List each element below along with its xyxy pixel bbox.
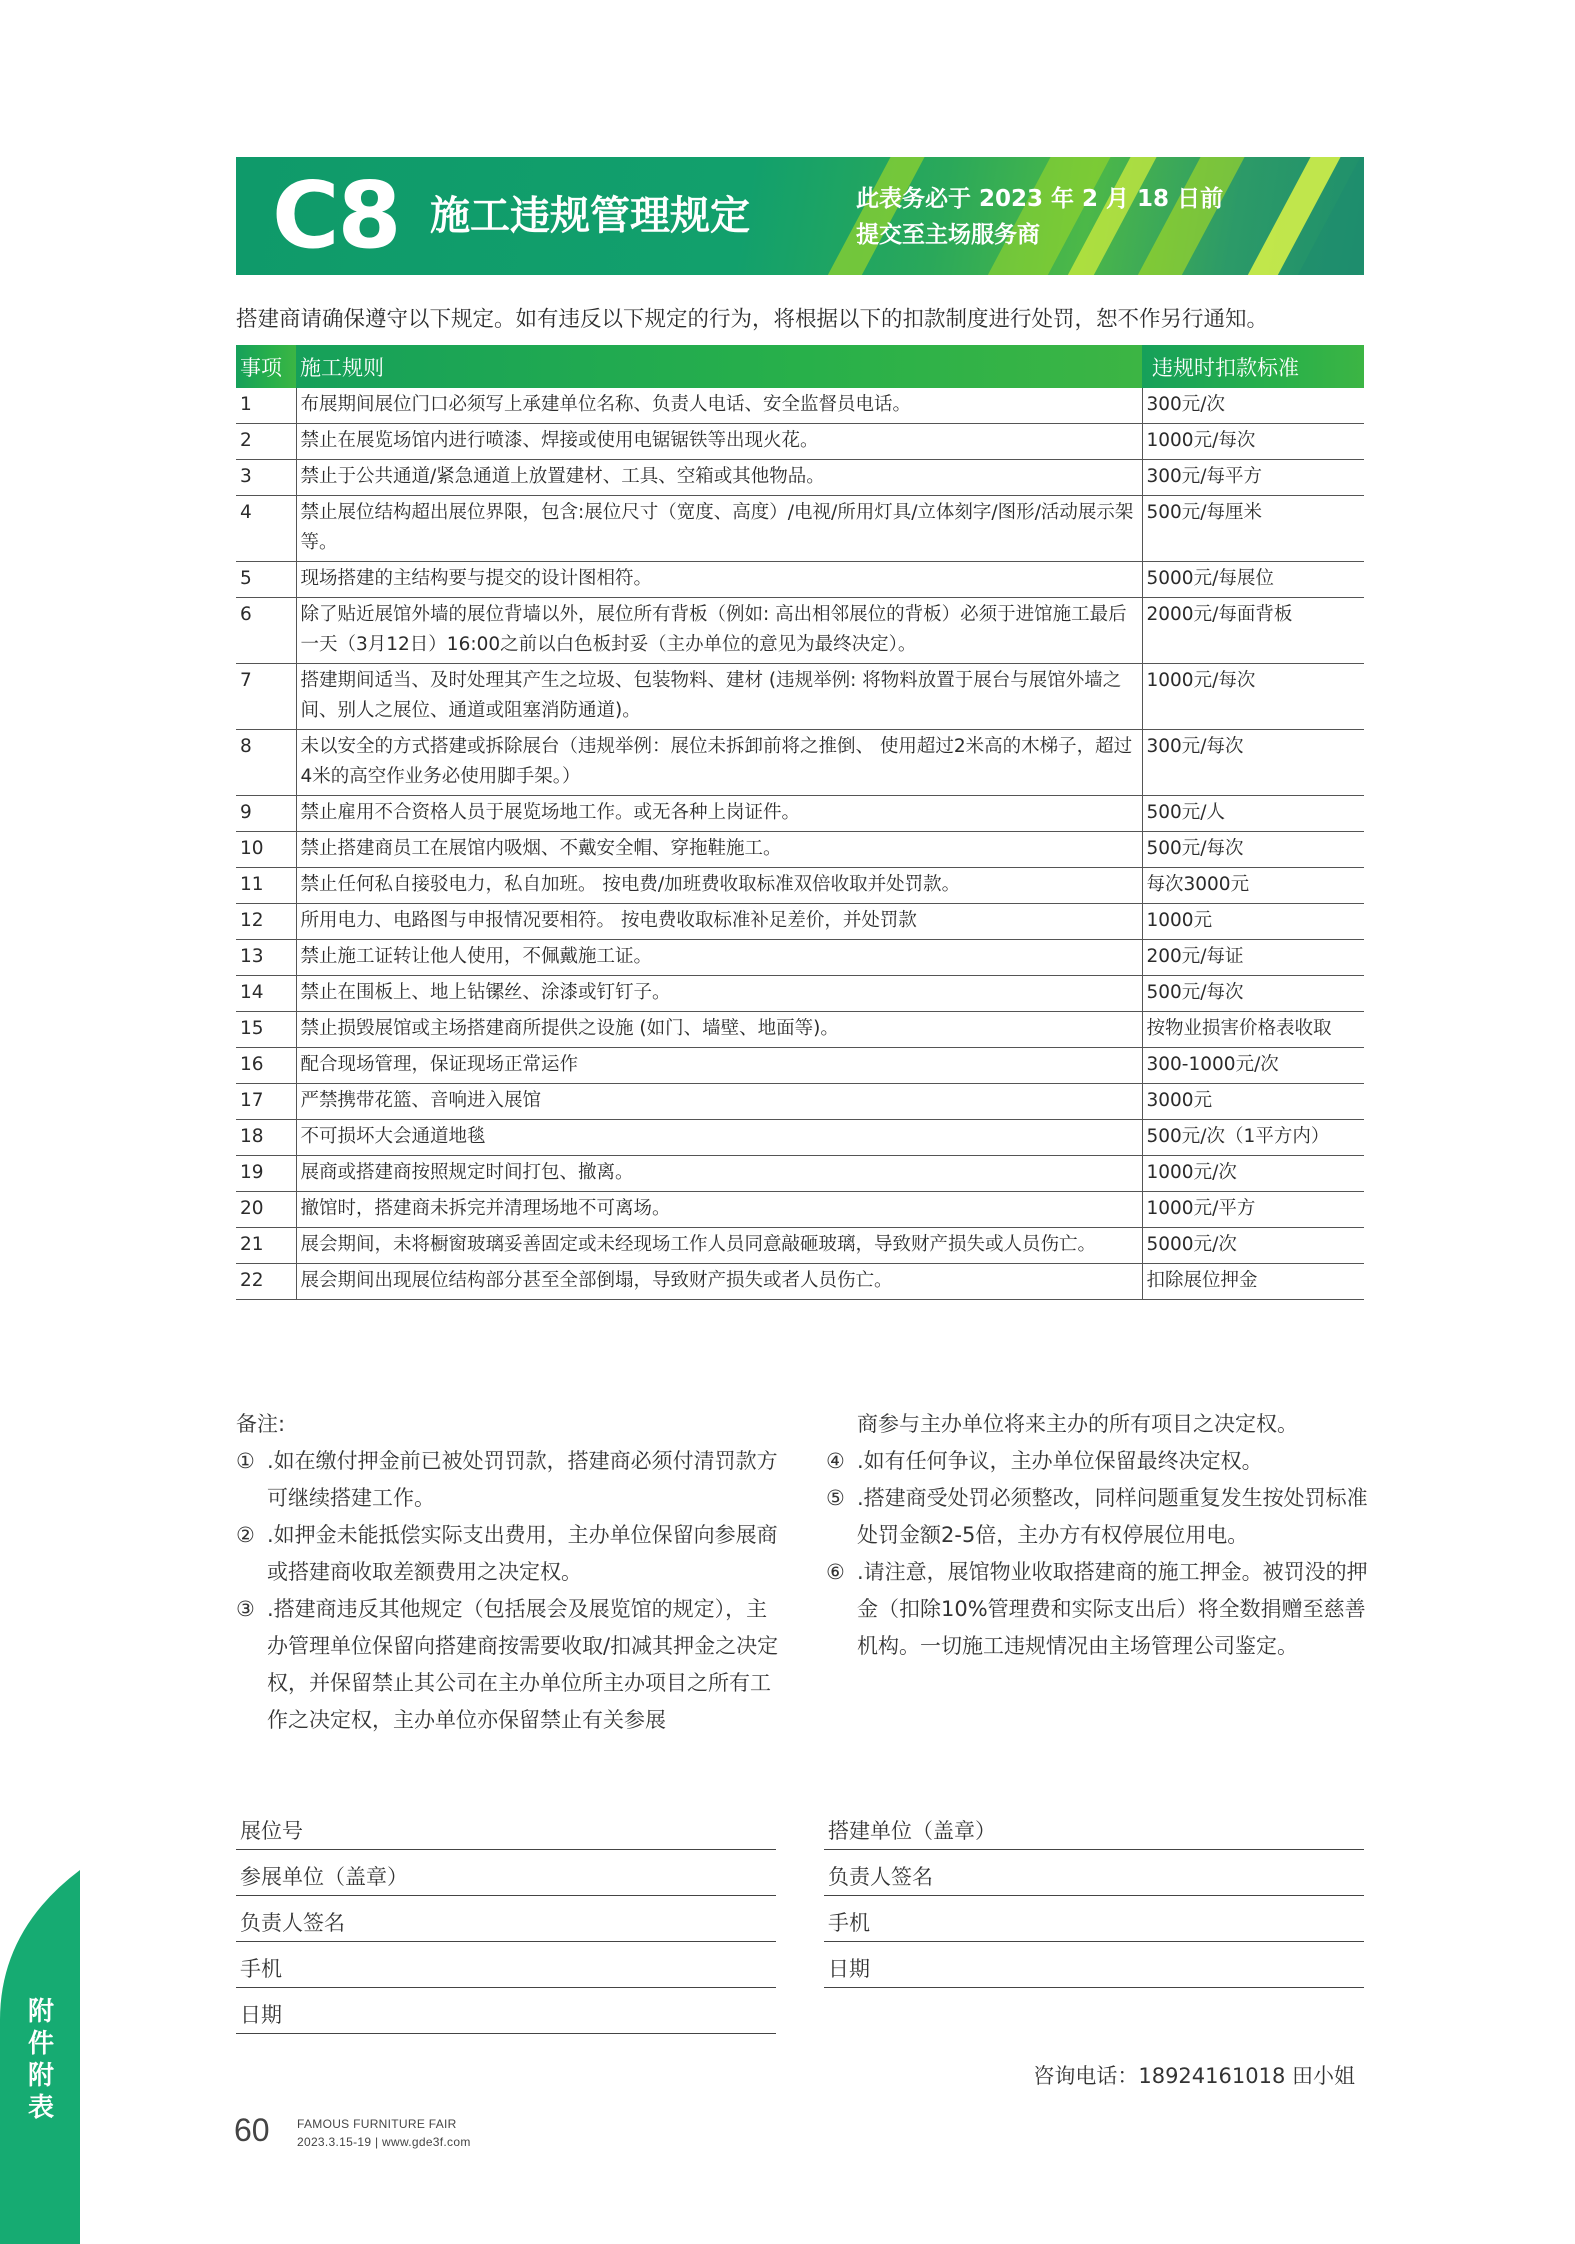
field-label: 日期 <box>240 2003 282 2027</box>
table-row <box>236 664 1364 730</box>
note-text: .搭建商违反其他规定（包括展会及展览馆的规定），主办管理单位保留向搭建商按需要收取/扣减其押金之决定权，并保留禁止其公司在主办单位所主办项目之所有工作之决定权，主办单位亦保留禁止有关参展 <box>267 1597 779 1732</box>
field-label: 负责人签名 <box>240 1911 345 1935</box>
row-number: 19 <box>236 1156 296 1192</box>
header-fine: 违规时扣款标准 <box>1142 345 1364 388</box>
row-number: 4 <box>236 496 296 562</box>
row-fine: 1000元/平方 <box>1142 1192 1364 1228</box>
exhibitor-seal-field[interactable] <box>236 1850 776 1896</box>
row-fine: 每次3000元 <box>1142 868 1364 904</box>
builder-seal-field[interactable] <box>824 1804 1364 1850</box>
row-fine: 5000元/次 <box>1142 1228 1364 1264</box>
note-item <box>236 1443 784 1517</box>
row-rule: 布展期间展位门口必须写上承建单位名称、负责人电话、安全监督员电话。 <box>296 388 1142 424</box>
row-rule: 禁止搭建商员工在展馆内吸烟、不戴安全帽、穿拖鞋施工。 <box>296 832 1142 868</box>
header-rule: 施工规则 <box>296 345 1142 388</box>
table-row <box>236 904 1364 940</box>
deadline-line-2: 提交至主场服务商 <box>856 222 1040 248</box>
table-row <box>236 1192 1364 1228</box>
row-number: 10 <box>236 832 296 868</box>
exhibitor-phone-field[interactable] <box>236 1942 776 1988</box>
side-tab-label: 附件附表 <box>27 1997 54 2123</box>
booth-number-field[interactable] <box>236 1804 776 1850</box>
row-rule: 搭建期间适当、及时处理其产生之垃圾、包装物料、建材 (违规举例: 将物料放置于展台与展馆外墙之间、别人之展位、通道或阻塞消防通道)。 <box>296 664 1142 730</box>
note-number: ④ <box>826 1449 845 1473</box>
row-number: 5 <box>236 562 296 598</box>
row-fine: 500元/每厘米 <box>1142 496 1364 562</box>
fair-info <box>297 2115 471 2151</box>
table-row <box>236 976 1364 1012</box>
note-text: 商参与主办单位将来主办的所有项目之决定权。 <box>857 1412 1298 1436</box>
field-label: 参展单位（盖章） <box>240 1865 408 1889</box>
row-rule: 现场搭建的主结构要与提交的设计图相符。 <box>296 562 1142 598</box>
row-fine: 500元/每次 <box>1142 832 1364 868</box>
fair-date-url: 2023.3.15-19 | www.gde3f.com <box>297 2135 471 2149</box>
table-row <box>236 1084 1364 1120</box>
table-row <box>236 1264 1364 1300</box>
exhibitor-date-field[interactable] <box>236 1988 776 2034</box>
row-number: 7 <box>236 664 296 730</box>
note-number: ① <box>236 1449 255 1473</box>
note-continuation <box>826 1406 1374 1443</box>
row-number: 8 <box>236 730 296 796</box>
row-rule: 所用电力、电路图与申报情况要相符。 按电费收取标准补足差价，并处罚款 <box>296 904 1142 940</box>
table-row <box>236 598 1364 664</box>
note-item <box>826 1480 1374 1554</box>
row-fine: 扣除展位押金 <box>1142 1264 1364 1300</box>
table-row <box>236 388 1364 424</box>
header-item: 事项 <box>236 345 296 388</box>
row-fine: 3000元 <box>1142 1084 1364 1120</box>
table-row <box>236 1120 1364 1156</box>
contact-phone: 咨询电话：18924161018 田小姐 <box>1033 2064 1355 2088</box>
notes-right <box>826 1406 1374 1665</box>
field-label: 手机 <box>240 1957 282 1981</box>
note-item <box>236 1591 784 1739</box>
table-row <box>236 1156 1364 1192</box>
row-fine: 1000元/每次 <box>1142 664 1364 730</box>
row-rule: 禁止在展览场馆内进行喷漆、焊接或使用电锯锯铁等出现火花。 <box>296 424 1142 460</box>
row-number: 16 <box>236 1048 296 1084</box>
row-number: 15 <box>236 1012 296 1048</box>
header-banner <box>236 157 1364 275</box>
table-row <box>236 940 1364 976</box>
row-number: 1 <box>236 388 296 424</box>
row-rule: 配合现场管理，保证现场正常运作 <box>296 1048 1142 1084</box>
row-fine: 500元/人 <box>1142 796 1364 832</box>
table-row <box>236 1228 1364 1264</box>
intro-text: 搭建商请确保遵守以下规定。如有违反以下规定的行为，将根据以下的扣款制度进行处罚，恕不作另行通知。 <box>236 307 1269 332</box>
row-fine: 1000元 <box>1142 904 1364 940</box>
fair-name: FAMOUS FURNITURE FAIR <box>297 2117 457 2131</box>
row-fine: 1000元/每次 <box>1142 424 1364 460</box>
page-title: 施工违规管理规定 <box>430 193 750 239</box>
row-number: 11 <box>236 868 296 904</box>
row-rule: 展会期间出现展位结构部分甚至全部倒塌，导致财产损失或者人员伤亡。 <box>296 1264 1142 1300</box>
note-number: ② <box>236 1523 255 1547</box>
row-fine: 按物业损害价格表收取 <box>1142 1012 1364 1048</box>
table-row <box>236 496 1364 562</box>
note-text: .如押金未能抵偿实际支出费用，主办单位保留向参展商或搭建商收取差额费用之决定权。 <box>267 1523 778 1584</box>
exhibitor-signature-field[interactable] <box>236 1896 776 1942</box>
note-number: ③ <box>236 1597 255 1621</box>
note-number: ⑥ <box>826 1560 845 1584</box>
row-fine: 300元/次 <box>1142 388 1364 424</box>
deadline-note <box>856 181 1223 253</box>
field-label: 日期 <box>828 1957 870 1981</box>
table-row <box>236 796 1364 832</box>
row-fine: 300-1000元/次 <box>1142 1048 1364 1084</box>
note-item <box>236 1517 784 1591</box>
rules-body <box>236 388 1364 1300</box>
row-rule: 禁止展位结构超出展位界限，包含:展位尺寸（宽度、高度）/电视/所用灯具/立体刻字/图形/活动展示架等。 <box>296 496 1142 562</box>
row-number: 22 <box>236 1264 296 1300</box>
field-label: 负责人签名 <box>828 1865 933 1889</box>
row-rule: 严禁携带花篮、音响进入展馆 <box>296 1084 1142 1120</box>
table-row <box>236 424 1364 460</box>
note-text: .如有任何争议，主办单位保留最终决定权。 <box>857 1449 1263 1473</box>
table-row <box>236 730 1364 796</box>
field-label: 搭建单位（盖章） <box>828 1819 996 1843</box>
side-tab <box>0 1870 80 2244</box>
page-number: 60 <box>234 2112 270 2148</box>
row-rule: 禁止在围板上、地上钻镙丝、涂漆或钉钉子。 <box>296 976 1142 1012</box>
row-number: 9 <box>236 796 296 832</box>
row-rule: 禁止雇用不合资格人员于展览场地工作。或无各种上岗证件。 <box>296 796 1142 832</box>
row-number: 13 <box>236 940 296 976</box>
row-rule: 未以安全的方式搭建或拆除展台（违规举例：展位未拆卸前将之推倒、 使用超过2米高的木梯子，超过4米的高空作业务必使用脚手架。） <box>296 730 1142 796</box>
row-fine: 2000元/每面背板 <box>1142 598 1364 664</box>
row-number: 17 <box>236 1084 296 1120</box>
field-label: 展位号 <box>240 1819 303 1843</box>
deadline-line-1: 此表务必于 2023 年 2 月 18 日前 <box>856 186 1224 212</box>
row-rule: 除了贴近展馆外墙的展位背墙以外，展位所有背板（例如: 高出相邻展位的背板）必须于进馆施工最后一天（3月12日）16:00之前以白色板封妥（主办单位的意见为最终决定）。 <box>296 598 1142 664</box>
row-fine: 5000元/每展位 <box>1142 562 1364 598</box>
builder-date-field[interactable] <box>824 1942 1364 1988</box>
table-row <box>236 562 1364 598</box>
row-fine: 200元/每证 <box>1142 940 1364 976</box>
row-fine: 300元/每次 <box>1142 730 1364 796</box>
builder-signature-field[interactable] <box>824 1850 1364 1896</box>
row-fine: 300元/每平方 <box>1142 460 1364 496</box>
note-text: .搭建商受处罚必须整改，同样问题重复发生按处罚标准处罚金额2-5倍，主办方有权停展位用电。 <box>857 1486 1368 1547</box>
row-number: 6 <box>236 598 296 664</box>
row-rule: 不可损坏大会通道地毯 <box>296 1120 1142 1156</box>
row-number: 14 <box>236 976 296 1012</box>
row-fine: 1000元/次 <box>1142 1156 1364 1192</box>
row-number: 12 <box>236 904 296 940</box>
rules-table <box>236 345 1364 1300</box>
table-row <box>236 1048 1364 1084</box>
note-item <box>826 1554 1374 1665</box>
row-rule: 撤馆时，搭建商未拆完并清理场地不可离场。 <box>296 1192 1142 1228</box>
row-rule: 展商或搭建商按照规定时间打包、撤离。 <box>296 1156 1142 1192</box>
note-number: ⑤ <box>826 1486 845 1510</box>
note-text: .请注意，展馆物业收取搭建商的施工押金。被罚没的押金（扣除10%管理费和实际支出后）将全数捐赠至慈善机构。一切施工违规情况由主场管理公司鉴定。 <box>857 1560 1368 1658</box>
row-fine: 500元/每次 <box>1142 976 1364 1012</box>
table-row <box>236 868 1364 904</box>
table-row <box>236 460 1364 496</box>
field-label: 手机 <box>828 1911 870 1935</box>
row-rule: 禁止施工证转让他人使用，不佩戴施工证。 <box>296 940 1142 976</box>
row-number: 3 <box>236 460 296 496</box>
table-row <box>236 1012 1364 1048</box>
row-number: 21 <box>236 1228 296 1264</box>
row-number: 18 <box>236 1120 296 1156</box>
table-row <box>236 832 1364 868</box>
note-item <box>826 1443 1374 1480</box>
row-rule: 禁止于公共通道/紧急通道上放置建材、工具、空箱或其他物品。 <box>296 460 1142 496</box>
row-rule: 禁止任何私自接驳电力，私自加班。 按电费/加班费收取标准双倍收取并处罚款。 <box>296 868 1142 904</box>
form-code: C8 <box>272 162 400 269</box>
note-text: .如在缴付押金前已被处罚罚款，搭建商必须付清罚款方可继续搭建工作。 <box>267 1449 778 1510</box>
row-rule: 禁止损毁展馆或主场搭建商所提供之设施 (如门、墙壁、地面等)。 <box>296 1012 1142 1048</box>
row-fine: 500元/次（1平方内） <box>1142 1120 1364 1156</box>
notes-left <box>236 1406 784 1739</box>
row-number: 2 <box>236 424 296 460</box>
table-header-row <box>236 345 1364 388</box>
notes-title: 备注: <box>236 1412 286 1436</box>
row-number: 20 <box>236 1192 296 1228</box>
row-rule: 展会期间，未将橱窗玻璃妥善固定或未经现场工作人员同意敲砸玻璃，导致财产损失或人员伤亡。 <box>296 1228 1142 1264</box>
builder-phone-field[interactable] <box>824 1896 1364 1942</box>
